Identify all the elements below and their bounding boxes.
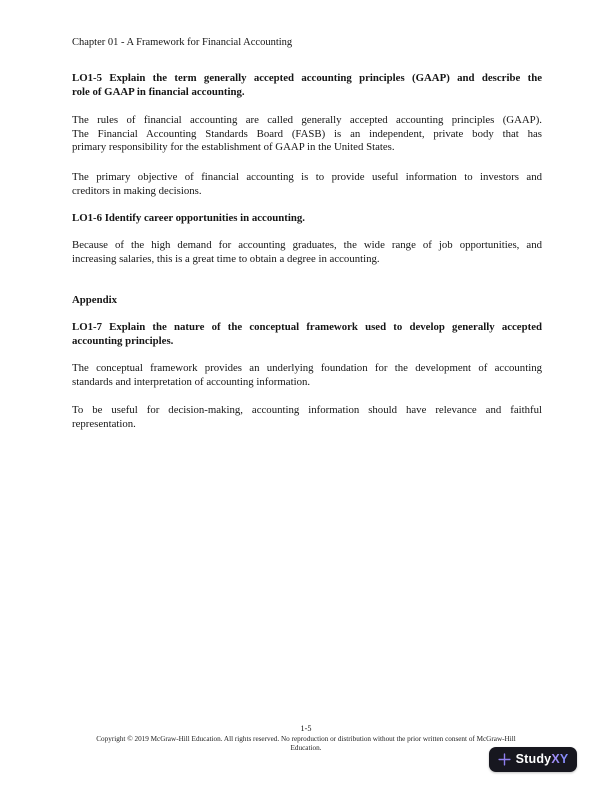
section-heading-lo1-7 [72,321,542,348]
paragraph-careers [72,239,542,266]
heading-line: LO1-7 Explain the nature of the conceptual framework used to develop generally accepted [72,321,542,333]
paragraph-line: To be useful for decision-making, accounting information should have relevance and faithful [72,404,542,416]
running-header: Chapter 01 - A Framework for Financial Accounting [72,37,293,48]
paragraph-line: The conceptual framework provides an underlying foundation for the development of accounting [72,362,542,374]
paragraph-line: Because of the high demand for accounting graduates, the wide range of job opportunities, and [72,239,542,251]
brand-wordmark [516,753,569,766]
studyxy-logo[interactable] [489,747,577,772]
brand-study-text: Study [515,752,552,767]
appendix-heading [72,294,542,308]
section-heading-lo1-6 [72,212,542,226]
page-number: 1-5 [300,724,312,733]
copyright-line: Education. [290,744,322,753]
paragraph-line: The rules of financial accounting are called generally accepted accounting principles (GAAP). [72,114,542,126]
paragraph-gaap-rules [72,114,542,155]
paragraph-primary-objective [72,171,542,198]
heading-line: role of GAAP in financial accounting. [72,85,245,98]
paragraph-conceptual-framework [72,362,542,389]
copyright-line: Copyright © 2019 McGraw-Hill Education. All rights reserved. No reproduction or distribution without the prior written consent of McGraw-Hill [96,735,516,743]
paragraph-line: increasing salaries, this is a great time to obtain a degree in accounting. [72,252,380,265]
paragraph-line: standards and interpretation of accounting information. [72,375,311,388]
paragraph-line: The primary objective of financial accounting is to provide useful information to investors and [72,171,542,183]
paragraph-line: creditors in making decisions. [72,184,202,197]
heading-line: accounting principles. [72,334,174,347]
heading-line: Appendix [72,294,118,306]
paragraph-line: primary responsibility for the establishment of GAAP in the United States. [72,141,395,154]
plus-icon [498,753,511,766]
heading-line: LO1-5 Explain the term generally accepted accounting principles (GAAP) and describe the [72,72,542,84]
paragraph-line: representation. [72,417,136,430]
paragraph-usefulness [72,404,542,431]
paragraph-line: The Financial Accounting Standards Board (FASB) is an independent, private body that has [72,127,542,140]
section-heading-lo1-5 [72,72,542,99]
brand-xy-text: XY [551,752,569,767]
heading-line: LO1-6 Identify career opportunities in accounting. [72,212,305,224]
